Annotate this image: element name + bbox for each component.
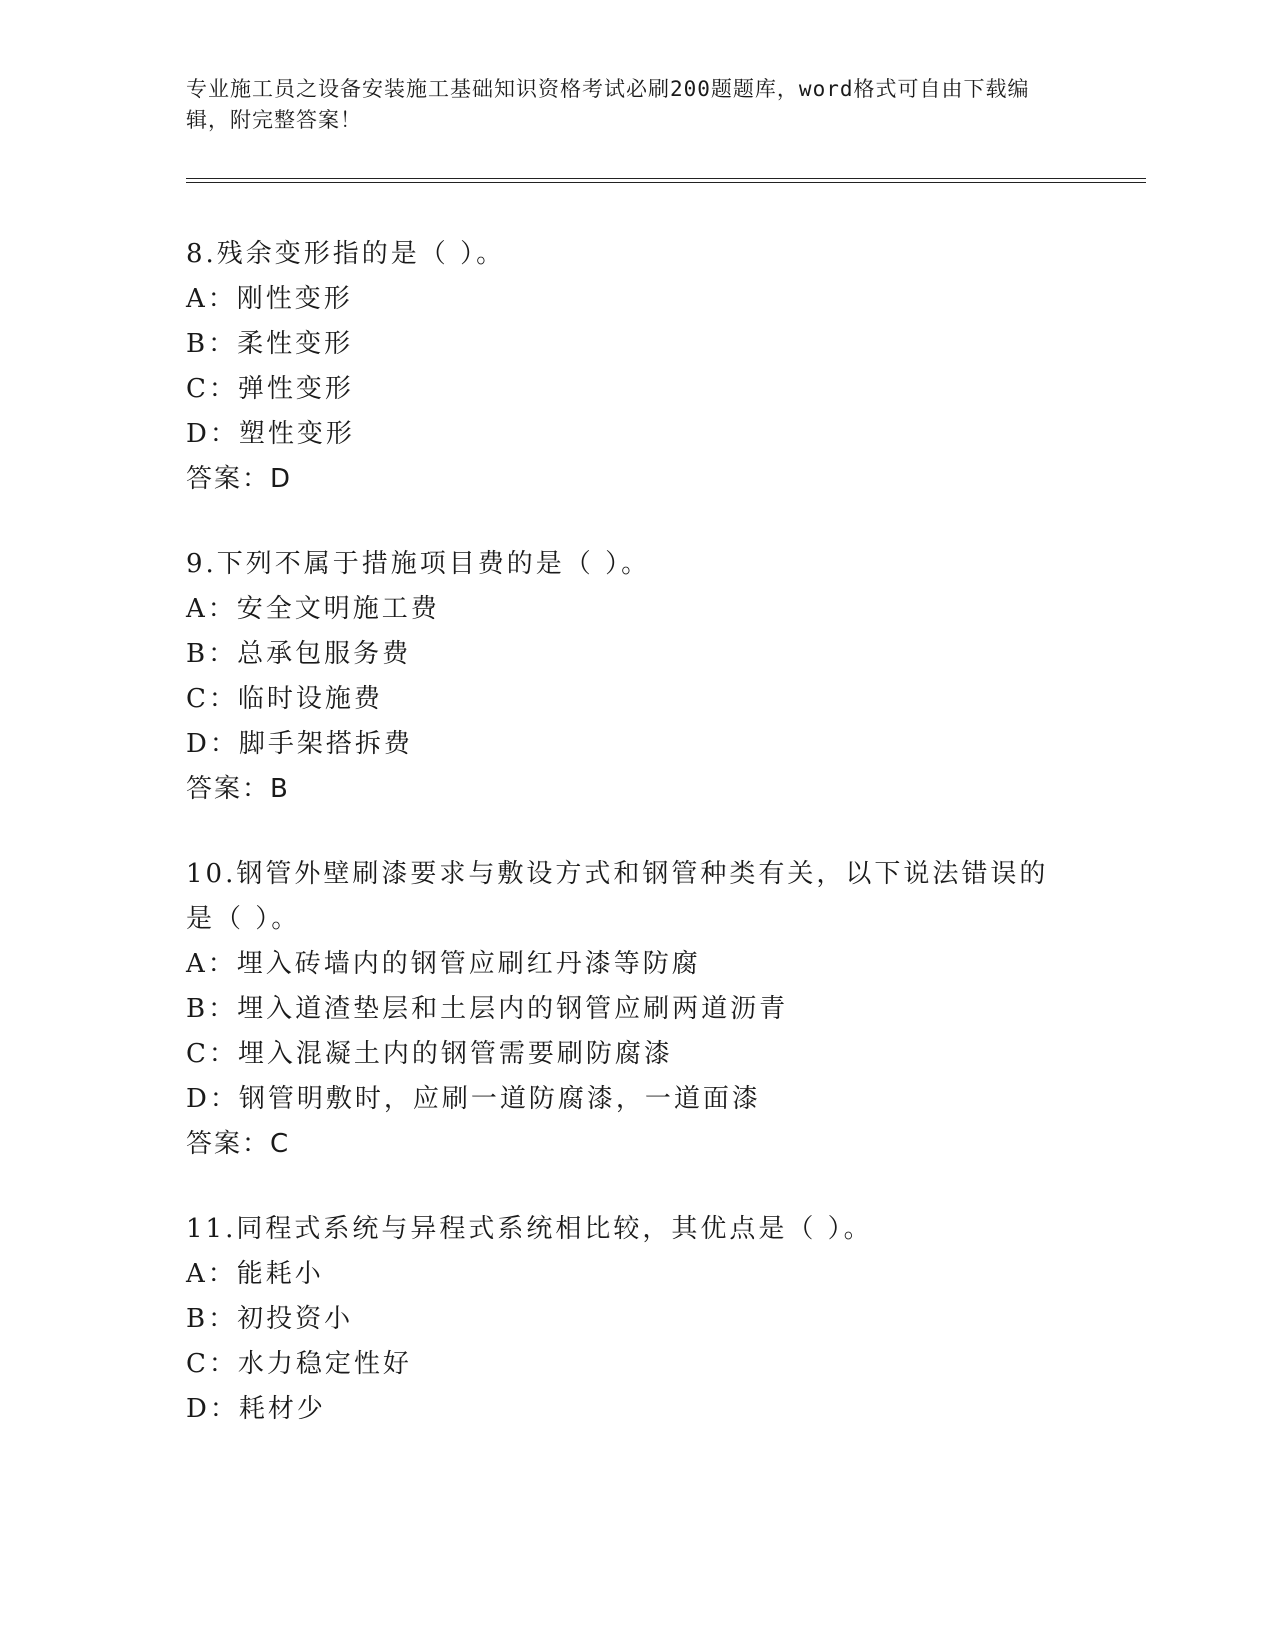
option-d: D：耗材少 xyxy=(186,1394,326,1424)
double-rule-divider xyxy=(186,178,1146,183)
option-c: C：弹性变形 xyxy=(186,374,354,404)
option-c: C：临时设施费 xyxy=(186,684,383,714)
document-title: 专业施工员之设备安装施工基础知识资格考试必刷200题题库，word格式可自由下载编辑，附完整答案！ xyxy=(186,77,1030,132)
question-10 xyxy=(186,852,1146,1167)
option-b: B：总承包服务费 xyxy=(186,639,412,669)
question-9 xyxy=(186,542,1146,812)
option-d: D：钢管明敷时，应刷一道防腐漆，一道面漆 xyxy=(186,1084,761,1114)
question-stem: 10.钢管外壁刷漆要求与敷设方式和钢管种类有关，以下说法错误的是（ ）。 xyxy=(186,859,1049,934)
question-stem: 8.残余变形指的是（ ）。 xyxy=(186,239,506,269)
option-b: B：初投资小 xyxy=(186,1304,354,1334)
option-d: D：脚手架搭拆费 xyxy=(186,729,413,759)
option-b: B：埋入道渣垫层和土层内的钢管应刷两道沥青 xyxy=(186,994,789,1024)
option-c: C：水力稳定性好 xyxy=(186,1349,412,1379)
option-b: B：柔性变形 xyxy=(186,329,354,359)
question-8 xyxy=(186,232,1146,502)
answer-label: 答案：D xyxy=(186,464,293,494)
option-a: A：安全文明施工费 xyxy=(186,594,440,624)
option-c: C：埋入混凝土内的钢管需要刷防腐漆 xyxy=(186,1039,673,1069)
question-list xyxy=(186,232,1146,1472)
option-a: A：能耗小 xyxy=(186,1259,324,1289)
question-stem: 11.同程式系统与异程式系统相比较，其优点是（ ）。 xyxy=(186,1214,873,1244)
question-stem: 9.下列不属于措施项目费的是（ ）。 xyxy=(186,549,651,579)
answer-label: 答案：C xyxy=(186,1129,291,1159)
answer-label: 答案：B xyxy=(186,774,290,804)
option-a: A：刚性变形 xyxy=(186,284,353,314)
option-d: D：塑性变形 xyxy=(186,419,355,449)
option-a: A：埋入砖墙内的钢管应刷红丹漆等防腐 xyxy=(186,949,701,979)
question-11 xyxy=(186,1207,1146,1432)
